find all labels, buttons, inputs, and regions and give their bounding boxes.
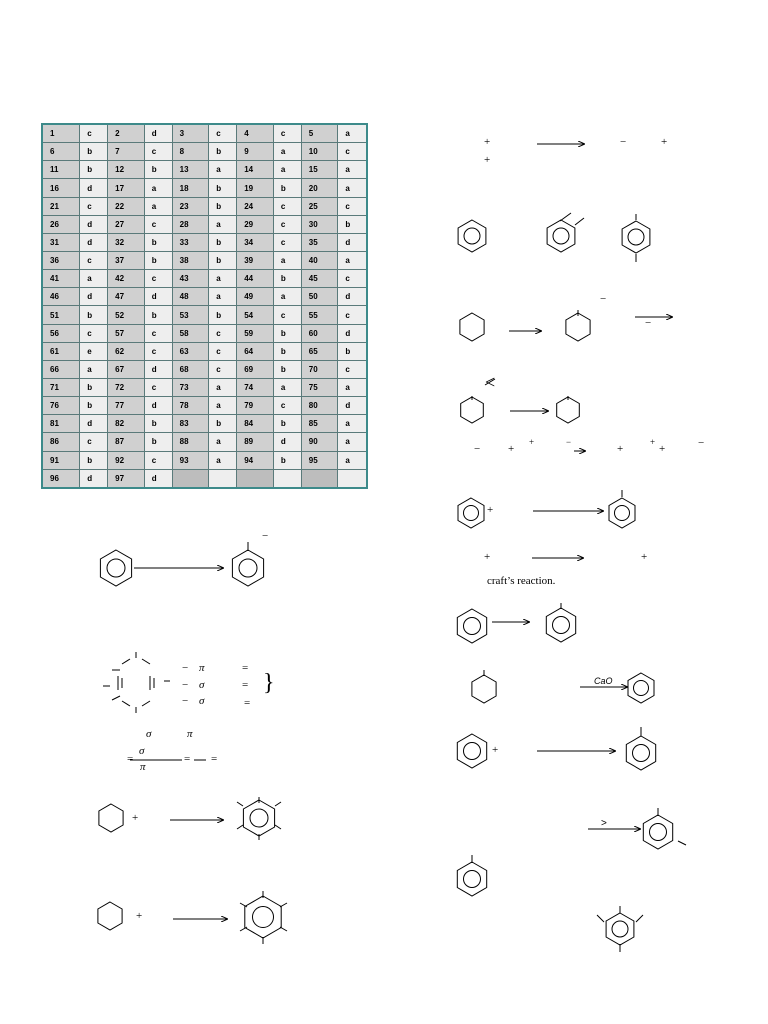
aromatic-circle [553, 228, 569, 244]
plus-sign: + [484, 136, 491, 148]
question-number-cell: 40 [301, 252, 338, 270]
benzene-ring [457, 609, 486, 643]
question-number-cell: 23 [172, 197, 209, 215]
plus-sign: + [617, 443, 624, 455]
question-number-cell: 22 [108, 197, 145, 215]
answer-cell: b [273, 342, 301, 360]
question-number-cell: 37 [108, 252, 145, 270]
answer-cell: c [144, 342, 172, 360]
answer-cell: a [273, 252, 301, 270]
question-number-cell: 32 [108, 233, 145, 251]
answer-cell: b [209, 252, 237, 270]
question-number-cell: 4 [237, 124, 274, 143]
answer-cell: a [338, 415, 367, 433]
question-number-cell: 67 [108, 360, 145, 378]
answer-cell: b [209, 415, 237, 433]
answer-cell: a [338, 179, 367, 197]
question-number-cell: 90 [301, 433, 338, 451]
aromatic-circle [634, 681, 649, 696]
minus-sign: − [474, 443, 481, 455]
benzene-ring [99, 804, 123, 832]
question-number-cell: 57 [108, 324, 145, 342]
answer-cell: b [209, 197, 237, 215]
question-number-cell: 60 [301, 324, 338, 342]
benzene-ring [546, 608, 575, 642]
greater-than-sign: > [601, 818, 607, 829]
answer-cell: a [209, 215, 237, 233]
answer-cell: d [80, 179, 108, 197]
question-number-cell: 21 [42, 197, 80, 215]
question-number-cell: 63 [172, 342, 209, 360]
answer-cell: c [144, 451, 172, 469]
answer-cell: d [80, 233, 108, 251]
question-number-cell: 19 [237, 179, 274, 197]
answer-cell: a [80, 270, 108, 288]
question-number-cell: 48 [172, 288, 209, 306]
minus-sign: − [182, 679, 189, 691]
benzene-ring [622, 221, 650, 253]
answer-cell: c [209, 342, 237, 360]
question-number-cell: 70 [301, 360, 338, 378]
question-number-cell: 78 [172, 397, 209, 415]
question-number-cell: 81 [42, 415, 80, 433]
answer-cell: b [144, 306, 172, 324]
question-number-cell: 17 [108, 179, 145, 197]
question-number-cell: 30 [301, 215, 338, 233]
question-number-cell: 61 [42, 342, 80, 360]
question-number-cell: 31 [42, 233, 80, 251]
question-number-cell: 88 [172, 433, 209, 451]
question-number-cell: 66 [42, 360, 80, 378]
aromatic-circle [464, 506, 479, 521]
plus-sign: + [487, 504, 494, 516]
answer-cell: c [144, 270, 172, 288]
answer-cell: b [273, 324, 301, 342]
benzene-ring [458, 498, 484, 528]
answer-cell: a [273, 379, 301, 397]
aromatic-circle [650, 824, 667, 841]
question-number-cell: 41 [42, 270, 80, 288]
answer-cell: b [80, 397, 108, 415]
answer-cell: a [338, 379, 367, 397]
benzene-ring [458, 220, 486, 252]
question-number-cell: 73 [172, 379, 209, 397]
pi-symbol: π [199, 662, 205, 674]
question-number-cell: 68 [172, 360, 209, 378]
question-number-cell: 11 [42, 161, 80, 179]
plus-sign: + [508, 443, 515, 455]
answer-cell: a [338, 124, 367, 143]
question-number-cell: 45 [301, 270, 338, 288]
answer-cell: c [273, 233, 301, 251]
question-number-cell: 8 [172, 143, 209, 161]
question-number-cell: 59 [237, 324, 274, 342]
minus-sign: − [262, 530, 269, 542]
question-number-cell: 29 [237, 215, 274, 233]
benzene-ring [457, 734, 486, 768]
answer-cell: a [273, 288, 301, 306]
answer-cell: a [80, 360, 108, 378]
answer-cell: b [80, 161, 108, 179]
answer-cell: d [80, 415, 108, 433]
benzene-ring [547, 220, 575, 252]
benzene-ring [232, 550, 263, 586]
benzene-ring [557, 397, 580, 423]
benzene-ring [626, 736, 655, 770]
question-number-cell: 49 [237, 288, 274, 306]
answer-cell: c [273, 306, 301, 324]
question-number-cell: 74 [237, 379, 274, 397]
answer-cell: d [80, 288, 108, 306]
benzene-ring [461, 397, 484, 423]
question-number-cell: 80 [301, 397, 338, 415]
question-number-cell: 94 [237, 451, 274, 469]
plus-sign: + [641, 551, 648, 563]
answer-cell: c [144, 143, 172, 161]
answer-cell: c [209, 360, 237, 378]
answer-cell: c [144, 215, 172, 233]
question-number-cell: 27 [108, 215, 145, 233]
answer-cell: d [144, 469, 172, 488]
question-number-cell: 46 [42, 288, 80, 306]
answer-cell: c [273, 397, 301, 415]
question-number-cell: 69 [237, 360, 274, 378]
answer-cell: d [338, 324, 367, 342]
minus-sign: − [182, 662, 189, 674]
question-number-cell: 15 [301, 161, 338, 179]
plus-sign: + [136, 910, 143, 922]
question-number-cell: 39 [237, 252, 274, 270]
answer-cell: b [80, 143, 108, 161]
question-number-cell: 34 [237, 233, 274, 251]
answer-cell: c [209, 124, 237, 143]
answer-cell: c [338, 197, 367, 215]
equals-sign: = [127, 753, 134, 765]
question-number-cell: 36 [42, 252, 80, 270]
question-number-cell: 56 [42, 324, 80, 342]
question-number-cell: 52 [108, 306, 145, 324]
answer-cell: d [144, 288, 172, 306]
question-number-cell: 42 [108, 270, 145, 288]
aromatic-circle [464, 228, 480, 244]
question-number-cell: 6 [42, 143, 80, 161]
sigma-symbol: σ [199, 679, 205, 691]
answer-cell: c [144, 324, 172, 342]
question-number-cell: 28 [172, 215, 209, 233]
aromatic-circle [612, 921, 628, 937]
question-number-cell: 77 [108, 397, 145, 415]
answer-cell: d [144, 397, 172, 415]
answer-cell: b [144, 415, 172, 433]
question-number-cell: 44 [237, 270, 274, 288]
equals-sign: = [184, 753, 191, 765]
question-number-cell: 43 [172, 270, 209, 288]
question-number-cell: 47 [108, 288, 145, 306]
question-number-cell: 82 [108, 415, 145, 433]
question-number-cell: 13 [172, 161, 209, 179]
benzene-ring [472, 675, 496, 703]
question-number-cell: 33 [172, 233, 209, 251]
minus-sign: − [645, 317, 652, 329]
answer-cell: b [80, 379, 108, 397]
plus-sign: + [132, 812, 139, 824]
pi-symbol: π [140, 761, 146, 773]
question-number-cell: 84 [237, 415, 274, 433]
answer-cell: c [80, 124, 108, 143]
aromatic-circle [253, 907, 274, 928]
question-number-cell: 71 [42, 379, 80, 397]
minus-sign: − [182, 695, 189, 707]
answer-cell: a [338, 252, 367, 270]
question-number-cell: 97 [108, 469, 145, 488]
question-number-cell: 92 [108, 451, 145, 469]
question-number-cell: 25 [301, 197, 338, 215]
answer-cell: d [273, 433, 301, 451]
plus-sign: + [484, 154, 491, 166]
minus-sign: − [620, 136, 627, 148]
benzene-ring [243, 800, 274, 836]
pi-symbol: π [187, 728, 193, 740]
answer-cell: b [209, 233, 237, 251]
answer-cell: b [273, 179, 301, 197]
benzene-ring [98, 902, 122, 930]
aromatic-circle [239, 559, 257, 577]
question-number-cell: 1 [42, 124, 80, 143]
question-number-cell: 85 [301, 415, 338, 433]
question-number-cell: 76 [42, 397, 80, 415]
benzene-ring [609, 498, 635, 528]
answer-cell: c [338, 306, 367, 324]
question-number-cell: 86 [42, 433, 80, 451]
equals-sign: = [242, 679, 249, 691]
benzene-ring [100, 550, 131, 586]
question-number-cell: 50 [301, 288, 338, 306]
answer-cell: b [273, 270, 301, 288]
benzene-ring [566, 313, 590, 341]
answer-cell: b [338, 342, 367, 360]
answer-cell: c [80, 324, 108, 342]
answer-cell: b [209, 306, 237, 324]
answer-cell: c [209, 324, 237, 342]
answer-cell: c [80, 252, 108, 270]
answer-cell: a [209, 433, 237, 451]
answer-cell: a [209, 288, 237, 306]
answer-cell: a [209, 161, 237, 179]
answer-cell: c [338, 270, 367, 288]
answer-cell: b [338, 215, 367, 233]
answer-cell: d [338, 233, 367, 251]
question-number-cell: 83 [172, 415, 209, 433]
less-than-sign: < [485, 372, 496, 392]
question-number-cell: 72 [108, 379, 145, 397]
minus-sign: − [566, 437, 572, 447]
answer-cell: a [209, 270, 237, 288]
question-number-cell: 75 [301, 379, 338, 397]
question-number-cell: 62 [108, 342, 145, 360]
question-number-cell: 5 [301, 124, 338, 143]
answer-cell: a [209, 451, 237, 469]
aromatic-circle [464, 618, 481, 635]
aromatic-circle [464, 743, 481, 760]
aromatic-circle [633, 745, 650, 762]
plus-sign: + [659, 443, 666, 455]
question-number-cell: 3 [172, 124, 209, 143]
question-number-cell: 64 [237, 342, 274, 360]
question-number-cell: 65 [301, 342, 338, 360]
benzene-ring [643, 815, 672, 849]
equals-sign: = [242, 662, 249, 674]
question-number-cell: 91 [42, 451, 80, 469]
plus-sign: + [661, 136, 668, 148]
answer-cell: b [80, 306, 108, 324]
question-number-cell: 51 [42, 306, 80, 324]
question-number-cell: 16 [42, 179, 80, 197]
answer-cell: a [209, 397, 237, 415]
answer-cell: d [80, 469, 108, 488]
aromatic-circle [615, 506, 630, 521]
answer-cell: c [80, 433, 108, 451]
answer-cell: a [209, 379, 237, 397]
answer-cell: b [273, 360, 301, 378]
question-number-cell: 54 [237, 306, 274, 324]
plus-sign: + [650, 437, 656, 447]
plus-sign: + [492, 744, 499, 756]
benzene-ring [628, 673, 654, 703]
answer-cell: b [209, 143, 237, 161]
answer-cell: b [144, 161, 172, 179]
question-number-cell: 95 [301, 451, 338, 469]
answer-cell: b [273, 415, 301, 433]
crafts-reaction-caption: craft’s reaction. [487, 575, 556, 587]
equals-sign: = [244, 697, 251, 709]
question-number-cell: 79 [237, 397, 274, 415]
question-number-cell: 93 [172, 451, 209, 469]
answer-cell: d [338, 397, 367, 415]
question-number-cell: 58 [172, 324, 209, 342]
question-number-cell: 87 [108, 433, 145, 451]
sigma-symbol: σ [146, 728, 152, 740]
answer-cell: c [273, 124, 301, 143]
answer-cell: c [273, 197, 301, 215]
aromatic-circle [464, 871, 481, 888]
aromatic-circle [250, 809, 268, 827]
answer-cell: e [80, 342, 108, 360]
minus-sign: − [600, 293, 607, 305]
answer-cell: b [80, 451, 108, 469]
right-brace: } [263, 670, 275, 696]
answer-cell: d [144, 124, 172, 143]
answer-cell: a [273, 143, 301, 161]
aromatic-circle [553, 617, 570, 634]
answer-cell: a [338, 433, 367, 451]
benzene-ring [606, 913, 634, 945]
answer-cell: d [80, 215, 108, 233]
answer-cell: d [338, 288, 367, 306]
cao-reagent: CaO [594, 676, 613, 686]
question-number-cell: 14 [237, 161, 274, 179]
question-number-cell: 55 [301, 306, 338, 324]
minus-sign: − [698, 437, 705, 449]
plus-sign: + [484, 551, 491, 563]
question-number-cell: 10 [301, 143, 338, 161]
answer-cell: c [338, 360, 367, 378]
equals-sign: = [211, 753, 218, 765]
plus-sign: + [529, 437, 535, 447]
answer-cell: b [209, 179, 237, 197]
answer-cell: d [144, 360, 172, 378]
answer-cell: b [144, 233, 172, 251]
answer-cell: a [338, 161, 367, 179]
question-number-cell: 53 [172, 306, 209, 324]
sigma-symbol: σ [199, 695, 205, 707]
benzene-ring [457, 862, 486, 896]
question-number-cell: 2 [108, 124, 145, 143]
question-number-cell: 35 [301, 233, 338, 251]
answer-cell: b [144, 433, 172, 451]
aromatic-circle [628, 229, 644, 245]
benzene-ring [460, 313, 484, 341]
answer-cell: c [144, 379, 172, 397]
answer-cell: a [144, 179, 172, 197]
answer-cell: b [273, 451, 301, 469]
benzene-ring [245, 896, 281, 938]
answer-cell: c [338, 143, 367, 161]
answer-cell: a [338, 451, 367, 469]
question-number-cell: 7 [108, 143, 145, 161]
question-number-cell: 18 [172, 179, 209, 197]
question-number-cell: 20 [301, 179, 338, 197]
answer-cell: b [144, 252, 172, 270]
answer-cell: a [273, 161, 301, 179]
answer-cell: c [80, 197, 108, 215]
answer-cell: a [144, 197, 172, 215]
question-number-cell: 38 [172, 252, 209, 270]
question-number-cell: 89 [237, 433, 274, 451]
sigma-symbol: σ [139, 745, 145, 757]
question-number-cell: 9 [237, 143, 274, 161]
question-number-cell: 26 [42, 215, 80, 233]
aromatic-circle [107, 559, 125, 577]
question-number-cell: 12 [108, 161, 145, 179]
question-number-cell: 24 [237, 197, 274, 215]
answer-cell: c [273, 215, 301, 233]
question-number-cell: 96 [42, 469, 80, 488]
